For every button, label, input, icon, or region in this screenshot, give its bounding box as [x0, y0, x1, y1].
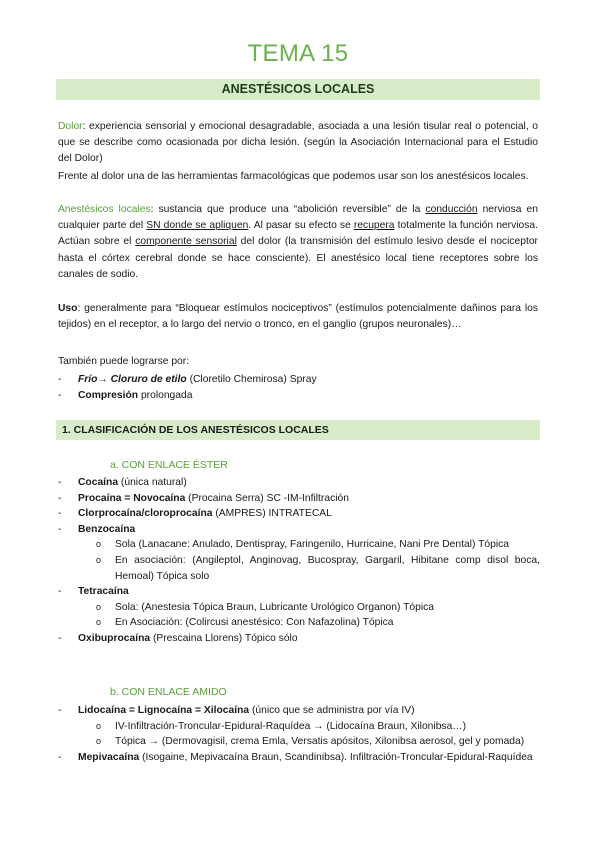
anestesicos-text-1: : sustancia que produce una “abolición reversible” de la — [150, 204, 426, 215]
item-text: (AMPRES) INTRATECAL — [212, 508, 332, 520]
list-item — [58, 522, 540, 538]
anestesicos-term: Anestésicos locales — [58, 204, 151, 215]
frente-paragraph: Frente al dolor una de las herramientas farmacológicas que podemos usar son los anestésicos locales. — [58, 171, 529, 182]
anestesicos-text-2: nerviosa en cualquier parte del — [58, 204, 538, 232]
item-bold: Tetracaína — [78, 586, 129, 598]
item-bold: Mepivacaína — [78, 751, 140, 763]
bullet-marker: o — [96, 720, 102, 731]
list-item — [58, 475, 540, 491]
item-bold: Procaína = Novocaína — [78, 492, 186, 504]
dolor-term: Dolor — [58, 121, 83, 132]
item-bold: Frío→ Cloruro de etilo — [78, 374, 187, 385]
list-item — [58, 506, 540, 522]
bullet-marker: o — [96, 554, 102, 565]
sub-list-item — [58, 719, 540, 735]
page-subtitle: ANESTÉSICOS LOCALES — [221, 82, 375, 96]
dash-marker: - — [58, 508, 62, 520]
anestesicos-text-5: del dolor (la transmisión del estímulo lesivo desde el nociceptor hasta el córtex cerebral donde se hace consciente). El anestésico local tiene receptores sobre los canales de sodio. — [58, 236, 538, 280]
section-title: 1. CLASIFICACIÓN DE LOS ANESTÉSICOS LOCALES — [62, 424, 329, 436]
subsection-ester: a. CON ENLACE ÉSTER — [110, 459, 228, 471]
list-item — [58, 703, 540, 719]
item-bold: Cocaína — [78, 477, 119, 488]
tambien-text: También puede lograrse por: — [58, 356, 190, 367]
subsection-amido: b. CON ENLACE AMIDO — [110, 686, 227, 698]
list-item — [58, 372, 538, 388]
dash-marker: - — [58, 586, 62, 598]
anestesicos-text-4: totalmente la función nerviosa. Actúan sobre el — [58, 220, 538, 248]
uso-text: : generalmente para “Bloquear estímulos nociceptivos” (estímulos potencialmente dañinos para los tejidos) en el receptor, a lo largo del nervio o tronco, en el ganglio (grupos neuronales)… — [58, 303, 538, 331]
dolor-paragraph — [58, 119, 538, 168]
sub-item-text: Sola: (Anestesia Tópica Braun, Lubricante Urológico Organon) Tópica — [115, 601, 435, 613]
list-item — [58, 584, 540, 600]
ester-list — [58, 475, 540, 647]
item-bold: Compresión — [78, 390, 139, 401]
item-text: (Procaina Serra) SC -IM-Infiltración — [185, 492, 349, 504]
sub-item-text: En asociación: (Angileptol, Anginovag, Bucospray, Gargaril, Hibitane comp disol boca, Hemoal) Tópica solo — [115, 554, 540, 582]
amido-list — [58, 703, 540, 765]
sub-list-item — [58, 734, 540, 750]
item-bold: Benzocaína — [78, 523, 136, 535]
item-text: (única natural) — [118, 477, 187, 488]
uso-paragraph — [58, 301, 538, 333]
dash-marker: - — [58, 390, 62, 401]
underlined-conduccion: conducción — [425, 204, 478, 215]
dash-marker: - — [58, 523, 62, 535]
item-text: (único que se administra por vía IV) — [249, 705, 415, 716]
dash-marker: - — [58, 751, 62, 763]
item-text: (Cloretilo Chemirosa) Spray — [186, 374, 317, 385]
uso-term: Uso — [58, 303, 78, 314]
item-bold: Oxibuprocaína — [78, 632, 151, 644]
page-title: TEMA 15 — [247, 40, 349, 67]
item-text: prolongada — [138, 390, 193, 401]
underlined-componente: componente sensorial — [135, 236, 237, 248]
bullet-marker: o — [96, 539, 102, 550]
sub-item-text: En Asociación: (Colircusi anestésico: Con Nafazolina) Tópica — [115, 617, 394, 629]
dolor-text: : experiencia sensorial y emocional desagradable, asociada a una lesión tisular real o potencial, o que se describe como ocasionada por dicha lesión. (según la Asociación Internacional para el Estudio del Dolor) — [58, 121, 538, 165]
anestesicos-text-3: . Al pasar su efecto se — [248, 220, 354, 232]
sub-list-item — [58, 615, 540, 631]
dash-marker: - — [58, 492, 62, 504]
dash-marker: - — [58, 477, 62, 488]
list-item — [58, 491, 540, 507]
item-text: (Prescaina Llorens) Tópico sólo — [150, 632, 298, 644]
list-item — [58, 388, 538, 404]
dash-marker: - — [58, 374, 62, 385]
sub-item-text: Sola (Lanacane: Anulado, Dentispray, Faringenilo, Hurricaine, Nani Pre Dental) Tópica — [115, 539, 509, 551]
sub-item-text: IV-Infiltración-Troncular-Epidural-Raquídea → (Lidocaína Braun, Xilonibsa…) — [115, 720, 467, 732]
dash-marker: - — [58, 705, 62, 716]
underlined-sn: SN donde se apliquen — [146, 220, 249, 232]
anestesicos-paragraph — [58, 202, 538, 283]
underlined-recupera: recupera — [353, 220, 395, 232]
list-item — [58, 631, 540, 647]
bullet-marker: o — [96, 601, 102, 612]
item-bold: Clorprocaína/cloroprocaína — [78, 508, 213, 520]
sub-list-item — [58, 553, 540, 584]
item-bold: Lidocaína = Lignocaína = Xilocaína — [78, 705, 250, 716]
bullet-marker: o — [96, 617, 102, 628]
sub-item-text: Tópica → (Dermovagisil, crema Emla, Versatis apósitos, Xilonibsa aerosol, gel y pomada) — [115, 736, 525, 748]
sub-list-item — [58, 537, 540, 553]
sub-list-item — [58, 600, 540, 616]
dash-marker: - — [58, 632, 62, 644]
item-text: (Isogaine, Mepivacaína Braun, Scandinibsa). Infiltración-Troncular-Epidural-Raquídea — [139, 751, 533, 763]
list-item — [58, 750, 540, 766]
bullet-marker: o — [96, 736, 102, 747]
